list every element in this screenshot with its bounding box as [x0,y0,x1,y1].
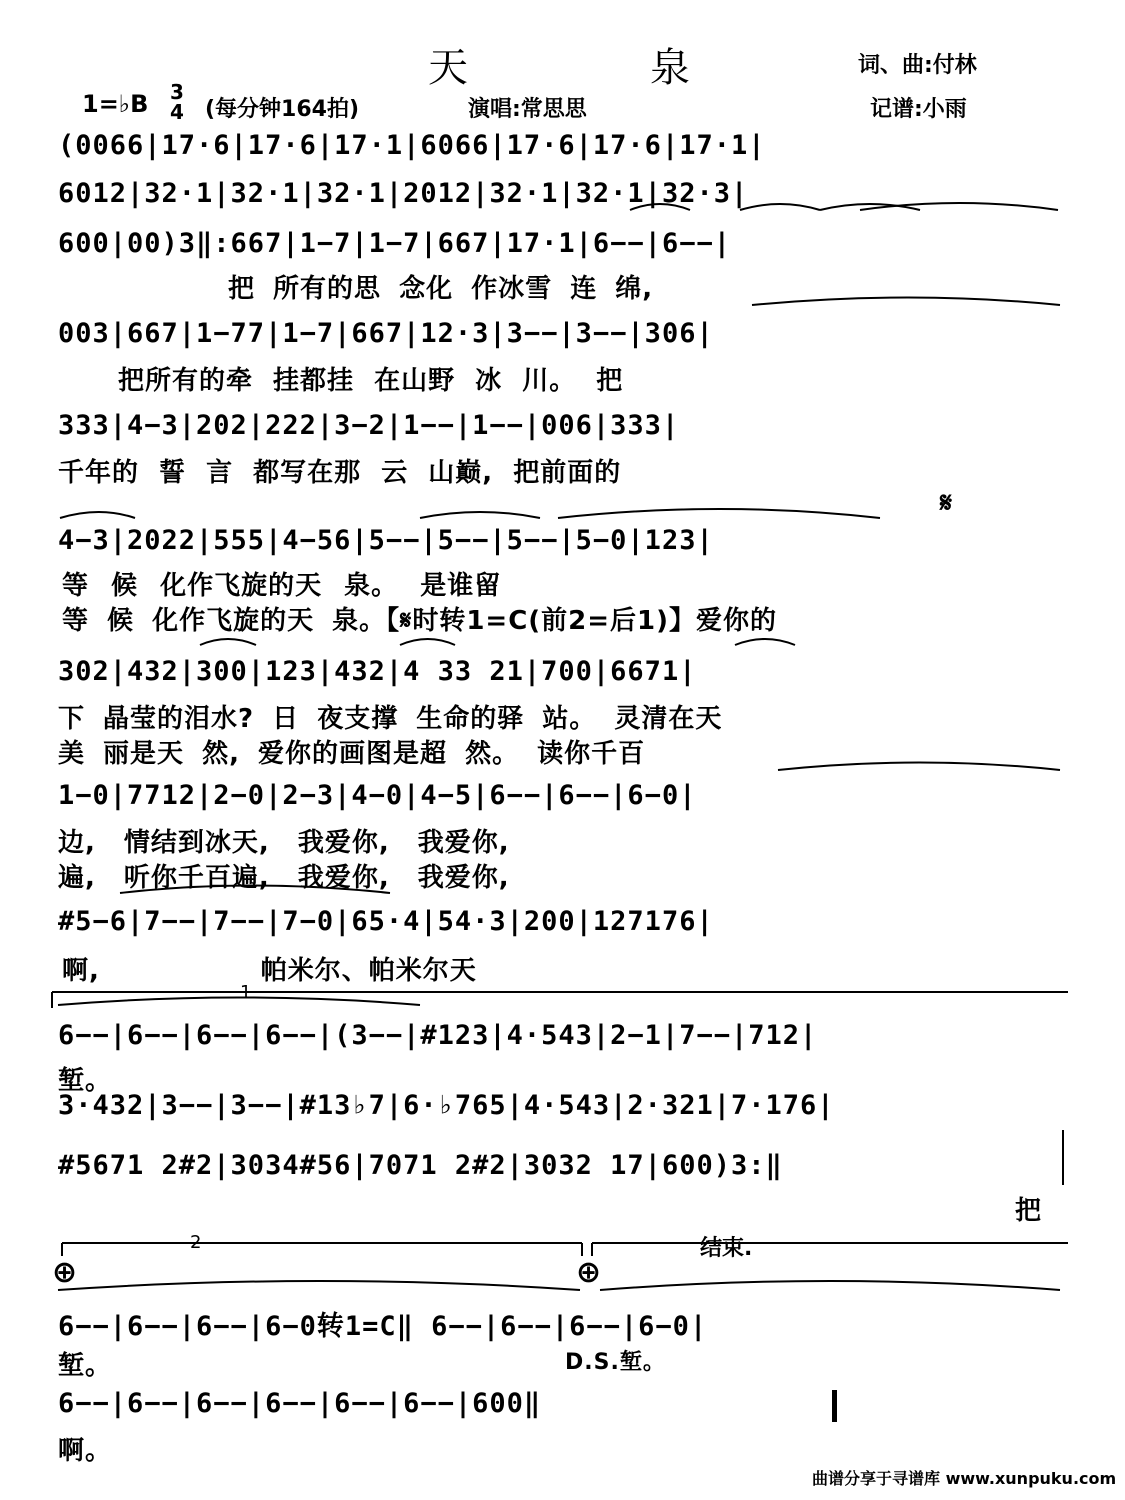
row-1-notes: (0066|17·6|17·6|17·1|6066|17·6|17·6|17·1| [58,130,766,161]
row-13-lyric-1: 堑。 [58,1351,113,1381]
volta-2-label: 2 [190,1232,202,1253]
coda-mark-1: ⊕ [52,1255,78,1290]
row-5-lyric: 千年的 誓 言 都写在那 云 山巅, 把前面的 [58,458,622,488]
row-12-notes: #5671 2#2|3034#56|7071 2#2|3032 17|600)3:‖ [58,1150,783,1181]
row-7-lyric-1: 下 晶莹的泪水? 日 夜支撑 生命的驿 站。 灵清在天 [58,704,723,734]
time-sig-bottom: 4 [170,100,184,124]
row-13-lyric-2: D.S.堑。 [565,1350,666,1375]
row-2-notes: 6012|32·1|32·1|32·1|2012|32·1|32·1|32·3| [58,178,749,209]
composer: 词、曲:付林 [858,53,977,78]
row-10-lyric: 堑。 [58,1066,113,1096]
row-6-notes: 4−3|2022|555|4−56|5−−|5−−|5−−|5−0|123| [58,525,714,556]
row-4-notes: 003|667|1−77|1−7|667|12·3|3−−|3−−|306| [58,318,714,349]
row-13-notes: 6−−|6−−|6−−|6−0转1=C‖ 6−−|6−−|6−−|6−0| [58,1311,708,1342]
row-4-lyric: 把所有的牵 挂都挂 在山野 冰 川。 把 [118,366,624,396]
row-12-lyric: 把 [1015,1196,1043,1226]
row-8-notes: 1−0|7712|2−0|2−3|4−0|4−5|6−−|6−−|6−0| [58,780,697,811]
row-14-notes: 6−−|6−−|6−−|6−−|6−−|6−−|600‖ [58,1388,542,1419]
title-left: 天 [428,45,470,91]
key-signature: 1=♭B [82,90,149,118]
row-9-notes: #5−6|7−−|7−−|7−0|65·4|54·3|200|127176| [58,906,714,937]
title-right: 泉 [650,45,692,91]
row-11-notes: 3·432|3−−|3−−|#13♭7|6·♭765|4·543|2·321|7·176| [58,1090,835,1121]
row-7-lyric-2: 美 丽是天 然, 爱你的画图是超 然。 读你千百 [58,739,646,769]
row-10-notes: 6−−|6−−|6−−|6−−|(3−−|#123|4·543|2−1|7−−|712| [58,1020,818,1051]
row-6-lyric-1: 等 候 化作飞旋的天 泉。 是谁留 [62,571,502,601]
volta-1-label: 1 [240,982,252,1003]
row-7-notes: 302|432|300|123|432|4 33 21|700|6671| [58,656,697,687]
row-6-lyric-2: 等 候 化作飞旋的天 泉。【𝄋时转1=C(前2=后1)】爱你的 [62,606,778,636]
segno-mark: 𝄋 [940,486,953,519]
tempo: (每分钟164拍) [205,97,360,122]
row-5-notes: 333|4−3|202|222|3−2|1−−|1−−|006|333| [58,410,680,441]
coda-mark-2: ⊕ [576,1255,602,1290]
footer-watermark: 曲谱分享于寻谱库 www.xunpuku.com [812,1469,1117,1488]
row-8-lyric-2: 遍, 听你千百遍, 我爱你, 我爱你, [58,863,510,893]
row-9-lyric: 啊, 帕米尔、帕米尔天 [62,956,477,986]
row-3-notes: 600|00)3‖:667|1−7|1−7|667|17·1|6−−|6−−| [58,228,731,259]
row-3-lyric: 把 所有的思 念化 作冰雪 连 绵, [228,274,654,304]
singer: 演唱:常思思 [468,97,587,122]
row-8-lyric-1: 边, 情结到冰天, 我爱你, 我爱你, [58,828,510,858]
ending-label: 结束. [700,1236,753,1261]
transcriber: 记谱:小雨 [870,97,967,122]
row-14-lyric: 啊。 [58,1436,113,1466]
time-sig-top: 3 [170,80,184,104]
